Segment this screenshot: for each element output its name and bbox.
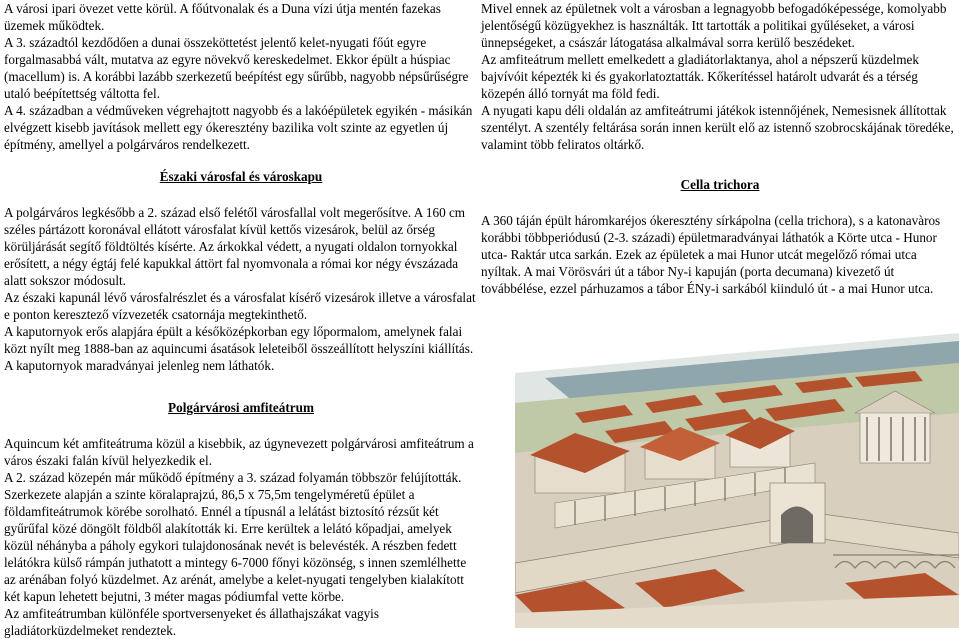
paragraph: Mivel ennek az épületnek volt a városban a legnagyobb befogadóképessége, komolyabb jelentőségű közügyekhez is használták. Itt tartották a politikai gyűléseket, a városi ünnepségeket, a császár látogatása alkalmával sorra kerülő beszédeket. <box>481 1 947 50</box>
section-heading-amphitheatre: Polgárvárosi amfiteátrum <box>168 400 314 415</box>
paragraph: Az amfiteátrumban különféle sportversenyeket és állathajszákat vagyis gladiátorküzdelmeket rendeztek. <box>4 606 379 638</box>
section-heading-cella-trichora: Cella trichora <box>680 177 760 192</box>
paragraph: A 4. században a védműveken végrehajtott nagyobb és a lakóépületek egyikén - másikán elvégzett kisebb javítások mellett egy ókeresztény bazilika volt szinte az egyetlen új építmény, amellyel a polgárváros rendelkezett. <box>4 103 473 152</box>
paragraph: Aquincum két amfiteátruma közül a kisebbik, az úgynevezett polgárvárosi amfiteátrum a város északi falán kívül helyezkedik el. <box>4 436 474 468</box>
paragraph: A városi ipari övezet vette körül. A főútvonalak és a Duna vízi útja mentén fazekas üzemek működtek. <box>4 1 441 33</box>
paragraph: A 2. század közepén már működő építmény a 3. század folyamán többször felújították. Szerkezete alapján a szinte köralaprajzú, 86,5 x 75,5m tengelyméretű épület a földamfiteátrumok körébe sorolható. Ennél a típusnál a lelátást biztosító rézsűt két gyűrűfal közé döngölt földből alakították ki. Erre kerültek a lelátó kőpadjai, amelyek közül néhányba a páholy egykori tulajdonosának nevét is belevésték. A részben fedett lelátókra külső rámpán juthatott a mintegy 6-7000 főnyi közönség, s innen szemlélhette az arénában folyó küzdelmet. Az arénát, amelybe a kelet-nyugati tengelyben kialakított két kapun lehetett bejutni, 3 méter magas pódiumfal vette körbe. <box>4 470 467 604</box>
paragraph: A 360 táján épült háromkaréjos ókeresztény sírkápolna (cella trichora), s a katonavàros korábbi többperiódusú (2-3. századi) épületmaradványai láthatók a Körte utca - Hunor utca- Raktár utca sarkán. Ezek az épületek a mai Hunor utcát megelőző római utca nyíltak. A mai Vörösvári út a tábor Ny-i kapuján (porta decumana) kivezető út továbbélése, ezzel párhuzamos a tábor ÉNy-i sarkából kiinduló út - a mai Hunor utca. <box>481 213 941 296</box>
section-heading-north-wall: Északi városfal és városkapu <box>159 169 323 184</box>
paragraph: Az északi kapunál lévő városfalrészlet és a városfalat kísérő vizesárok illetve a városfalat e ponton keresztező vízvezeték csatornája megtekinthető. <box>4 290 476 322</box>
paragraph: A nyugati kapu déli oldalán az amfiteátrumi játékok istennőjének, Nemesisnek állítottak szentélyt. A szentély feltárása során innen került elő az istennő szobrocskájának töredéke, valamint több feliratos oltárkő. <box>481 103 954 152</box>
paragraph: A kaputornyok erős alapjára épült a későközépkorban egy lőpormalom, amelynek falai közt nyílt meg 1888-ban az aquincumi ásatások leleteiből összeállított helyszíni kiállítás. A kaputornyok maradványai jelenleg nem láthatók. <box>4 324 474 373</box>
paragraph: A polgárváros legkésőbb a 2. század első felétől városfallal volt megerősítve. A 160 cm széles pártázott koronával ellátott városfalat kívül kettős vizesárok, belül az őrség körüljárását segítő földtöltés kísérte. Az árkokkal védett, a nyugati oldalon tornyokkal erősített, a négy égtáj felé kapukkal áttört fal nyomvonala a római kor négy évszázada alatt sokszor módosult. <box>4 205 466 288</box>
reconstruction-drawing <box>515 333 959 628</box>
reconstruction-illustration <box>515 333 959 628</box>
paragraph: A 3. századtól kezdődően a dunai összeköttetést jelentő kelet-nyugati főút egyre forgalmasabbá vált, mutatva az egyre növekvő kereskedelmet. Ekkor épült a húspiac (macellum) is. A korábbi lazább szerkezetű beépítést egy sűrűbb, nagyobb népsűrűségre utaló beépítettség váltotta fel. <box>4 35 469 101</box>
right-column <box>481 0 959 297</box>
left-column <box>4 0 478 639</box>
paragraph: Az amfiteátrum mellett emelkedett a gladiátorlaktanya, ahol a népszerű küzdelmek bajvívóit képezték ki és gyakorlatoztatták. Kőkerítéssel határolt udvarát és a térség közepén álló tornyát ma föld fedi. <box>481 52 919 101</box>
